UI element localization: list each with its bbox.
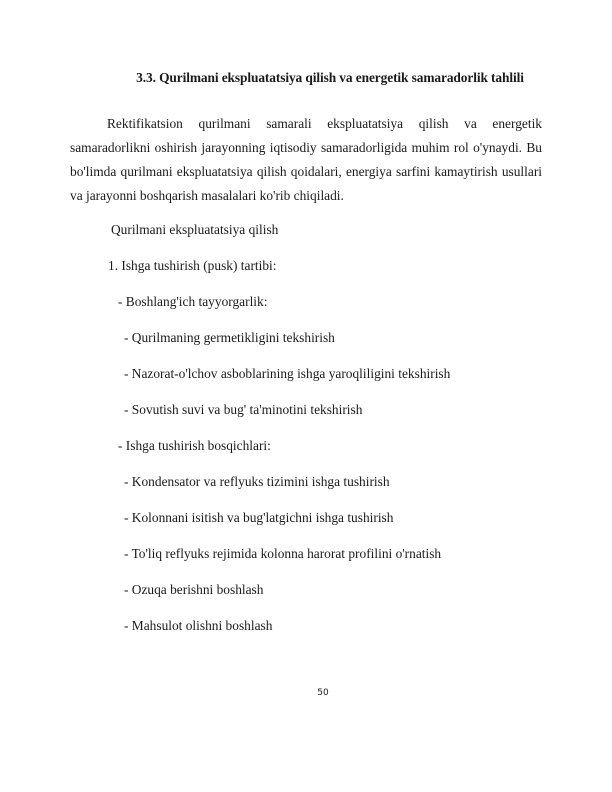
startup-heading: - Ishga tushirish bosqichlari: (118, 438, 271, 453)
list-item: - Kolonnani isitish va bug'latgichni ishga tushirish (124, 510, 394, 525)
list-item-1: 1. Ishga tushirish (pusk) tartibi: (108, 258, 277, 273)
list-item: - Sovutish suvi va bug' ta'minotini tekshirish (124, 402, 363, 417)
list-item: - To'liq reflyuks rejimida kolonna harorat profilini o'rnatish (124, 546, 442, 561)
subheading: Qurilmani ekspluatatsiya qilish (111, 222, 279, 237)
list-item: - Kondensator va reflyuks tizimini ishga tushirish (124, 474, 390, 489)
page-number: 50 (317, 688, 329, 698)
list-item: - Nazorat-o'lchov asboblarining ishga yaroqliligini tekshirish (124, 366, 451, 381)
intro-paragraph: Rektifikatsion qurilmani samarali ekspluatatsiya qilish va energetik samaradorlikni oshirish jarayonning iqtisodiy samaradorligida muhim rol o'ynaydi. Bu bo'limda qurilmani ekspluatatsiya qilish qoidalari, energiya sarfini kamaytirish usullari va jarayonni boshqarish masalalari ko'rib chiqiladi. (70, 116, 542, 203)
list-item: - Mahsulot olishni boshlash (124, 618, 273, 633)
section-title: 3.3. Qurilmani ekspluatatsiya qilish va energetik samaradorlik tahlili (136, 70, 524, 85)
list-item: - Ozuqa berishni boshlash (124, 582, 264, 597)
preparation-heading: - Boshlang'ich tayyorgarlik: (118, 294, 268, 309)
list-item: - Qurilmaning germetikligini tekshirish (124, 330, 335, 345)
